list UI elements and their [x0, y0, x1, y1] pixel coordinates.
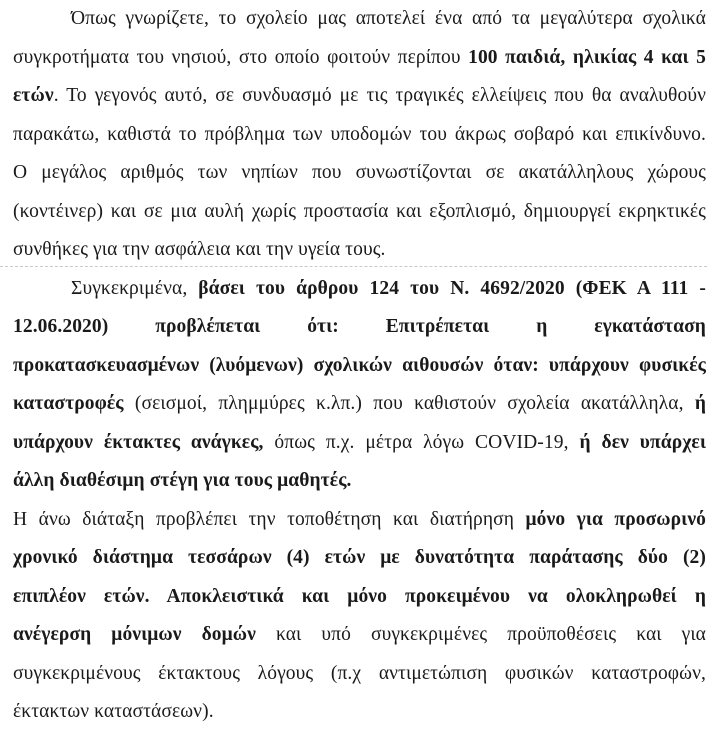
bold-text-run: επιπλέον ετών. Αποκλειστικά και μόνο προκειμένου να ολοκληρωθεί η	[13, 585, 706, 607]
bold-text-run: άλλη διαθέσιμη στέγη για τους μαθητές.	[13, 470, 352, 491]
text-run: (σεισμοί, πλημμύρες κ.λπ.) που καθιστούν σχολεία ακατάλληλα,	[123, 393, 695, 414]
text-line	[13, 77, 706, 116]
text-run: Ο μεγάλος αριθμός των νηπίων που συνωστίζονται σε ακατάλληλους χώρους	[13, 162, 706, 183]
bold-text-run: καταστροφές	[13, 393, 124, 414]
text-run: Όπως γνωρίζετε, το σχολείο μας αποτελεί ένα από τα μεγαλύτερα σχολικά	[71, 8, 706, 29]
text-run: Συγκεκριμένα,	[71, 277, 199, 299]
bold-text-run: ή δεν υπάρχει	[579, 431, 707, 453]
text-line	[13, 116, 706, 155]
text-line	[13, 39, 706, 78]
bold-text-run: μόνο για προσωρινό	[525, 508, 706, 530]
bold-text-run: βάσει του άρθρου 124 του Ν. 4692/2020 (ΦΕΚ Α 111 -	[198, 277, 706, 299]
text-run: συγκεκριμένους έκτακτους λόγους (π.χ αντιμετώπιση φυσικών καταστροφών,	[13, 662, 706, 684]
section-divider	[0, 266, 707, 267]
text-line	[13, 308, 706, 347]
text-line	[13, 385, 706, 424]
text-line	[13, 693, 706, 732]
text-run: (κοντέινερ) και σε μια αυλή χωρίς προστασία και εξοπλισμό, δημιουργεί εκρηκτικές	[13, 200, 706, 222]
document-page	[13, 0, 706, 732]
paragraph-2	[13, 270, 706, 501]
bold-text-run: χρονικό διάστημα τεσσάρων (4) ετών με δυνατότητα παράτασης δύο (2)	[13, 547, 706, 568]
text-run: και υπό συγκεκριμένες προϋποθέσεις και για	[255, 624, 706, 645]
bold-text-run: προκατασκευασμένων (λυόμενων) σχολικών αιθουσών όταν: υπάρχουν φυσικές	[13, 354, 706, 376]
text-line	[13, 193, 706, 232]
text-line	[13, 578, 706, 617]
text-run: παρακάτω, καθιστά το πρόβλημα των υποδομών του άκρως σοβαρό και επικίνδυνο.	[13, 123, 706, 145]
bold-text-run: υπάρχουν έκτακτες ανάγκες,	[13, 431, 264, 453]
bold-text-run: 100 παιδιά, ηλικίας 4 και 5	[468, 46, 706, 68]
text-line	[13, 347, 706, 386]
bold-text-run: ή	[694, 393, 706, 414]
text-line	[13, 539, 706, 578]
paragraph-1	[13, 0, 706, 270]
text-run: . Το γεγονός αυτό, σε συνδυασμό με τις τραγικές ελλείψεις που θα αναλυθούν	[53, 85, 706, 106]
bold-text-run: ανέγερση μόνιμων δομών	[13, 624, 256, 645]
text-line	[13, 616, 706, 655]
bold-text-run: ετών	[13, 85, 54, 106]
text-line	[13, 0, 706, 39]
text-line	[13, 154, 706, 193]
text-line	[13, 270, 706, 309]
text-run: όπως π.χ. μέτρα λόγω COVID-19,	[263, 431, 580, 453]
text-line	[13, 231, 706, 270]
text-run: Η άνω διάταξη προβλέπει την τοποθέτηση και διατήρηση	[13, 508, 526, 530]
text-run: συνθήκες για την ασφάλεια και την υγεία τους.	[13, 239, 386, 260]
bold-text-run: 12.06.2020) προβλέπεται ότι: Επιτρέπεται η εγκατάσταση	[13, 316, 706, 337]
text-run: συγκροτήματα του νησιού, στο οποίο φοιτούν περίπου	[13, 46, 469, 68]
text-run: έκτακτων καταστάσεων).	[13, 701, 214, 722]
paragraph-3	[13, 501, 706, 732]
text-line	[13, 462, 706, 501]
text-line	[13, 655, 706, 694]
text-line	[13, 501, 706, 540]
text-line	[13, 424, 706, 463]
